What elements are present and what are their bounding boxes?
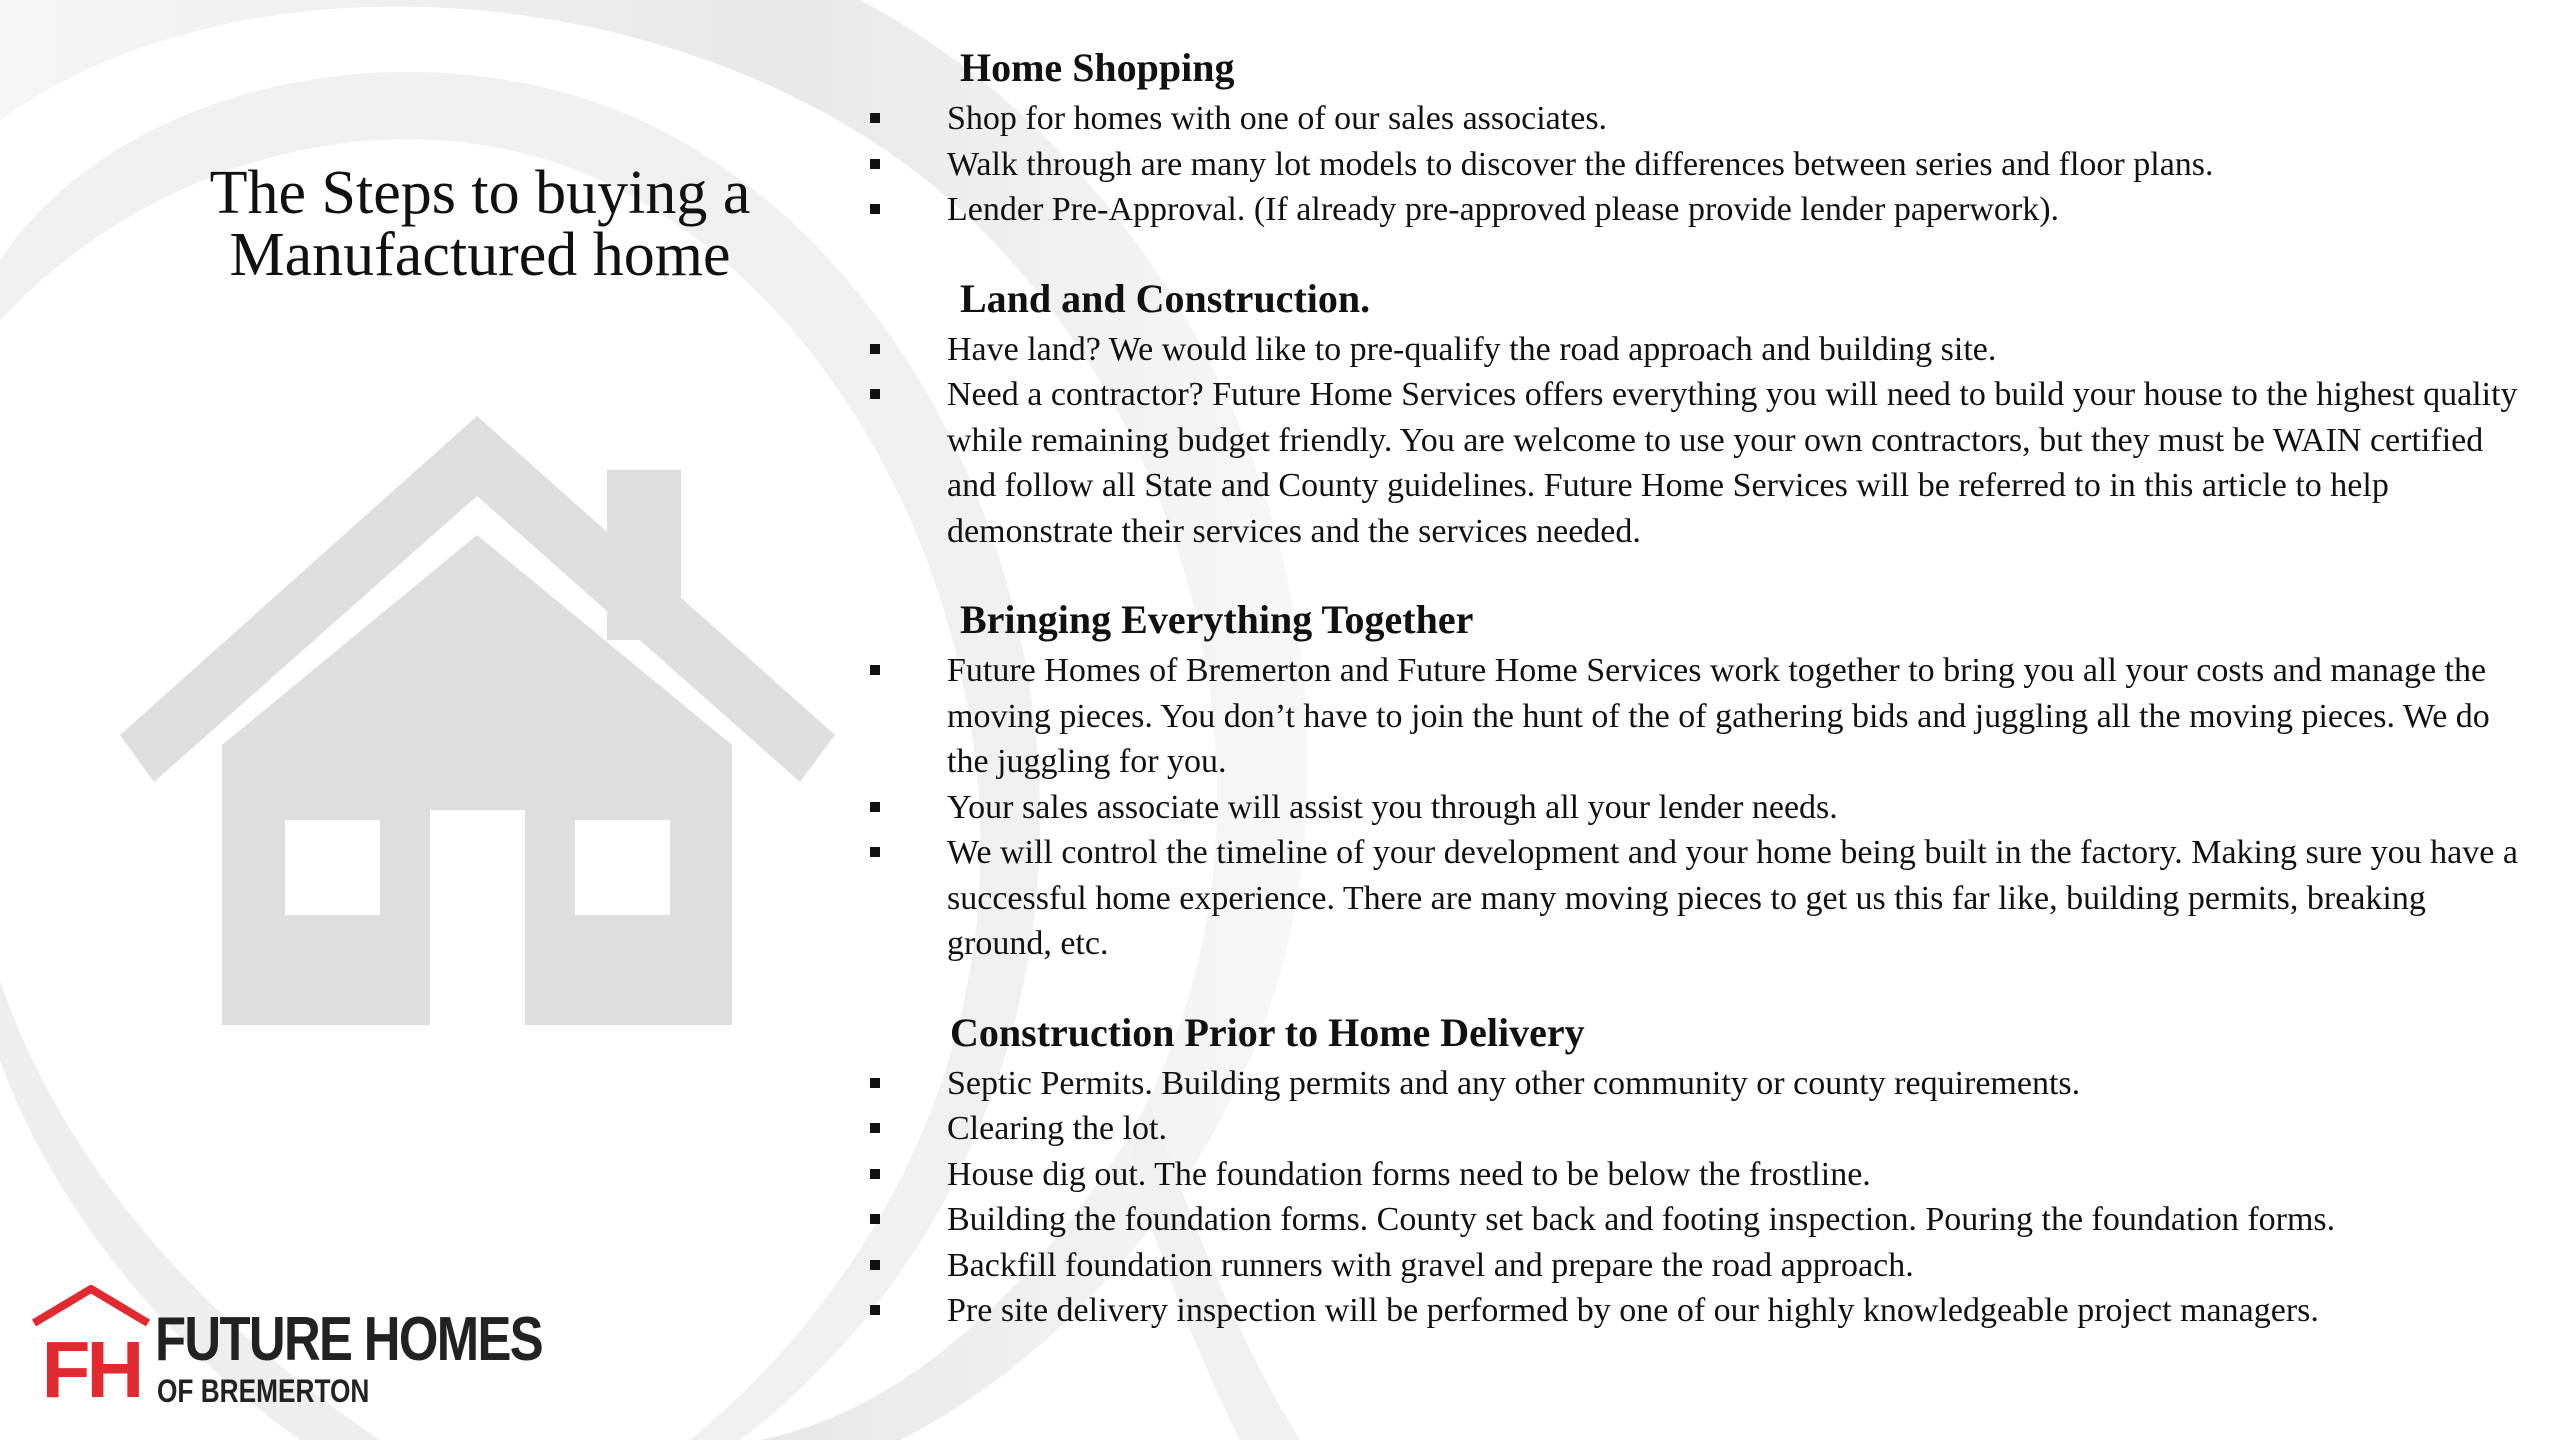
list-item: Need a contractor? Future Home Services offers everything you will need to build your house to the highest quality while remaining budget friendly. You are welcome to use your own contractors, but they must be WAIN certified and follow all State and County guidelines. Future Home Services will be referred to in this article to help demonstrate their services and the services needed. xyxy=(870,372,2530,554)
section-construction-prior-to-delivery xyxy=(870,1011,2530,1334)
logo-name: FUTURE HOMES xyxy=(155,1305,543,1374)
list-item: House dig out. The foundation forms need to be below the frostline. xyxy=(870,1152,2530,1198)
logo-house-monogram-icon xyxy=(30,1285,152,1410)
section-home-shopping xyxy=(870,46,2530,233)
list-item: We will control the timeline of your development and your home being built in the factory. Making sure you have a successful home experience. There are many moving pieces to get us this far like, building permits, breaking ground, etc. xyxy=(870,830,2530,967)
logo-monogram: FH xyxy=(41,1325,141,1410)
list-item: Shop for homes with one of our sales associates. xyxy=(870,96,2530,142)
list-item: Walk through are many lot models to discover the differences between series and floor plans. xyxy=(870,142,2530,188)
bullet-list xyxy=(870,327,2530,555)
section-bringing-everything-together xyxy=(870,598,2530,967)
list-item: Backfill foundation runners with gravel and prepare the road approach. xyxy=(870,1243,2530,1289)
list-item: Future Homes of Bremerton and Future Home Services work together to bring you all your costs and manage the moving pieces. You don’t have to join the hunt of the of gathering bids and juggling all the moving pieces. We do the juggling for you. xyxy=(870,648,2530,785)
list-item: Have land? We would like to pre-qualify the road approach and building site. xyxy=(870,327,2530,373)
slide-title-line-2: Manufactured home xyxy=(229,221,731,289)
steps-content xyxy=(870,46,2530,1378)
list-item: Clearing the lot. xyxy=(870,1106,2530,1152)
section-heading: Bringing Everything Together xyxy=(960,597,1474,642)
slide-title xyxy=(140,159,820,289)
bullet-list xyxy=(870,1061,2530,1334)
house-icon xyxy=(120,410,840,1030)
slide-title-line-1: The Steps to buying a xyxy=(209,159,751,227)
list-item: Pre site delivery inspection will be performed by one of our highly knowledgeable project managers. xyxy=(870,1288,2530,1334)
section-land-and-construction xyxy=(870,277,2530,555)
section-heading: Home Shopping xyxy=(960,45,1235,90)
bullet-list xyxy=(870,648,2530,967)
list-item: Lender Pre-Approval. (If already pre-approved please provide lender paperwork). xyxy=(870,187,2530,233)
list-item: Septic Permits. Building permits and any other community or county requirements. xyxy=(870,1061,2530,1107)
logo-subtitle: OF BREMERTON xyxy=(157,1373,370,1409)
list-item: Building the foundation forms. County set back and footing inspection. Pouring the foundation forms. xyxy=(870,1197,2530,1243)
bullet-list xyxy=(870,96,2530,233)
section-heading: Land and Construction. xyxy=(960,275,1371,321)
list-item: Your sales associate will assist you through all your lender needs. xyxy=(870,785,2530,831)
section-heading: Construction Prior to Home Delivery xyxy=(950,1009,1585,1055)
company-logo xyxy=(30,1285,543,1415)
